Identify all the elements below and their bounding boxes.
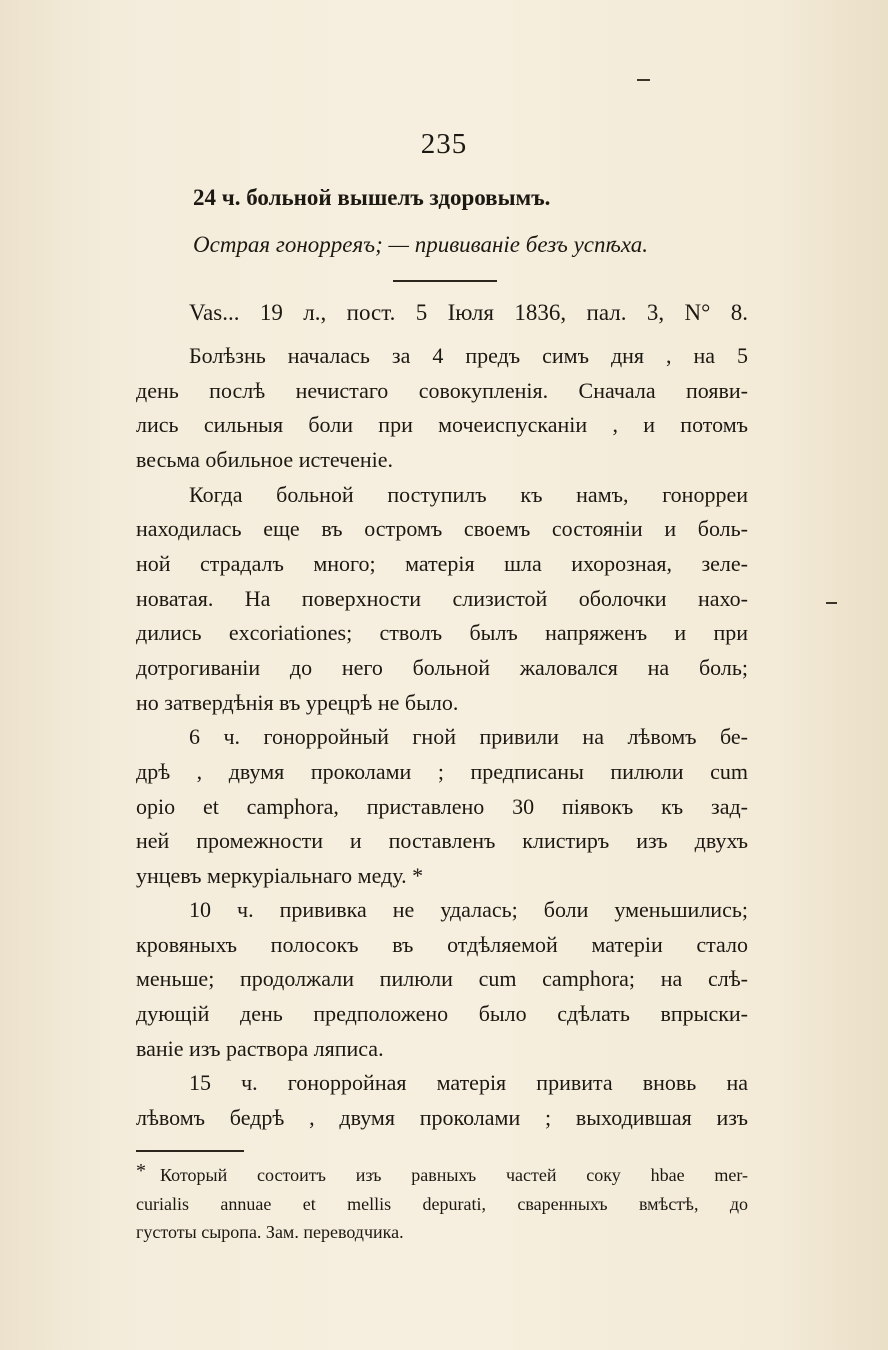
- text-line: кровяныхъ полосокъ въ отдѣляемой матеріи стало: [136, 932, 748, 957]
- text-line: ней промежности и поставленъ клистиръ изъ двухъ: [136, 828, 748, 853]
- page-number: 235: [420, 128, 468, 160]
- text-line: 15 ч. гонорройная матерія привита вновь на: [189, 1070, 748, 1095]
- text-line: дрѣ , двумя проколами ; предписаны пилюли cum: [136, 759, 748, 784]
- text-line: opio et camphora, приставлено 30 піявокъ къ зад-: [136, 794, 748, 819]
- section-divider: [393, 280, 497, 282]
- text-line: день послѣ нечистаго совокупленія. Сначала появи-: [136, 378, 748, 403]
- text-line: ваніе изъ раствора ляписа.: [136, 1036, 384, 1061]
- text-line: но затвердѣнія въ урецрѣ не было.: [136, 690, 459, 715]
- text-line: лись сильныя боли при мочеиспусканіи , и потомъ: [136, 412, 748, 437]
- result-heading: 24 ч. больной вышелъ здоровымъ.: [193, 185, 551, 210]
- text-line: 10 ч. прививка не удалась; боли уменьшились;: [189, 897, 748, 922]
- text-line: лѣвомъ бедрѣ , двумя проколами ; выходившая изъ: [136, 1105, 748, 1130]
- scan-mark: [826, 602, 837, 604]
- footnote-line: густоты сыропа. Зам. переводчика.: [136, 1222, 404, 1242]
- text-line: новатая. На поверхности слизистой оболочки нахо-: [136, 586, 748, 611]
- text-line: находилась еще въ остромъ своемъ состояніи и боль-: [136, 516, 748, 541]
- scan-mark: [637, 79, 650, 81]
- text-line: весьма обильное истеченіе.: [136, 447, 394, 472]
- text-line: дились excoriationes; стволъ былъ напряженъ и при: [136, 620, 748, 645]
- text-line: унцевъ меркуріальнаго меду. *: [136, 863, 424, 888]
- case-header: Vas... 19 л., пост. 5 Іюля 1836, пал. 3, N° 8.: [189, 300, 748, 325]
- footnote-line: curialis annuae et mellis depurati, сваренныхъ вмѣстѣ, до: [136, 1194, 748, 1214]
- text-line: меньше; продолжали пилюли cum camphora; на слѣ-: [136, 966, 748, 991]
- text-line: Когда больной поступилъ къ намъ, гонорреи: [189, 482, 748, 507]
- text-line: дующій день предположено было сдѣлать впрыски-: [136, 1001, 748, 1026]
- text-line: Болѣзнь началась за 4 предъ симъ дня , на 5: [189, 343, 748, 368]
- footnote-divider: [136, 1150, 244, 1152]
- footnote-line: Который состоитъ изъ равныхъ частей соку hbae mer-: [160, 1165, 748, 1185]
- case-subtitle: Острая гонорреяъ; — прививаніе безъ успѣха.: [193, 232, 649, 257]
- text-line: 6 ч. гонорройный гной привили на лѣвомъ бе-: [189, 724, 748, 749]
- text-line: дотрогиваніи до него больной жаловался на боль;: [136, 655, 748, 680]
- footnote-marker: *: [136, 1160, 146, 1182]
- text-line: ной страдалъ много; матерія шла ихорозная, зеле-: [136, 551, 748, 576]
